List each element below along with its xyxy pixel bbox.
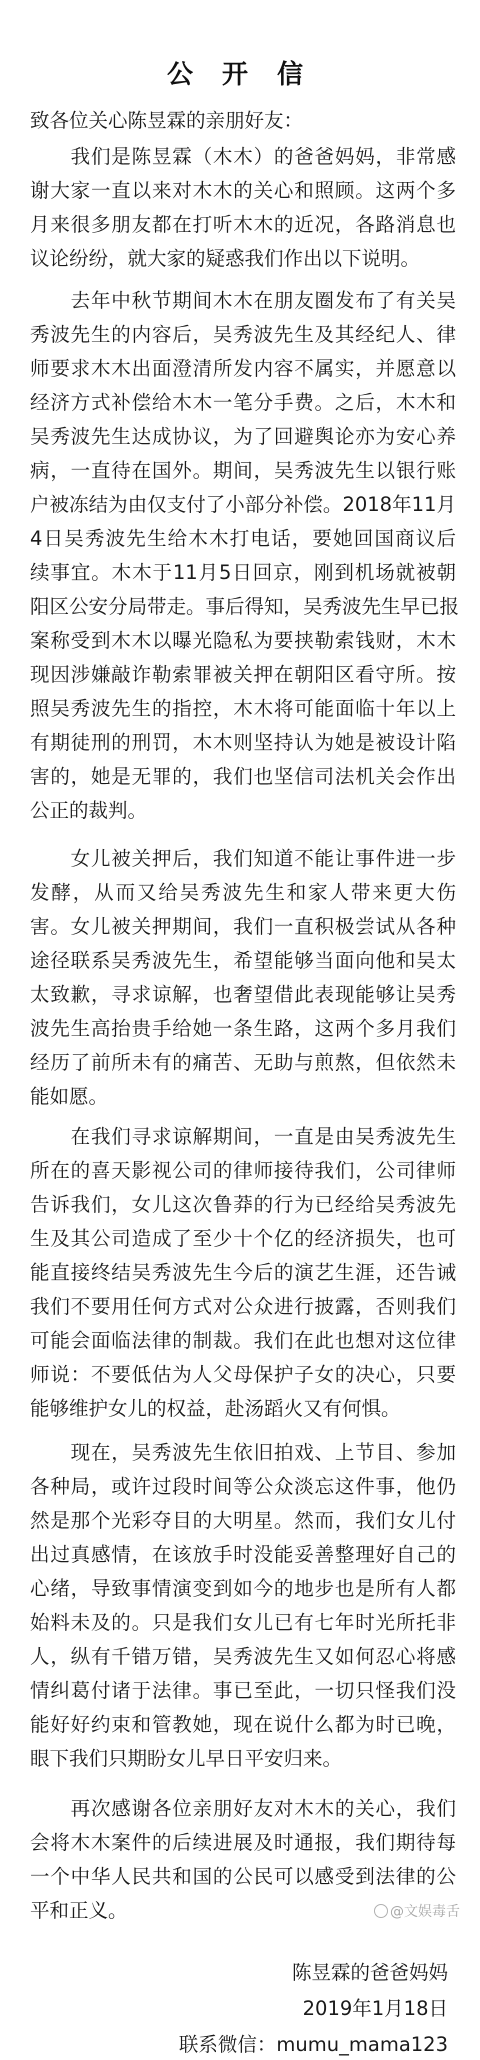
text-line: 会将木木案件的后续进展及时通报，我们期待每: [30, 1831, 456, 1854]
text-line: 经历了前所未有的痛苦、无助与煎熬，但依然未: [30, 1051, 456, 1074]
text-line: 生及其公司造成了至少十个亿的经济损失，也可: [30, 1227, 456, 1250]
text-line: 然是那个光彩夺目的大明星。然而，我们女儿付: [30, 1509, 456, 1532]
text-line: 我们不要用任何方式对公众进行披露，否则我们: [30, 1295, 456, 1318]
text-line: 女儿被关押后，我们知道不能让事件进一步: [30, 847, 456, 870]
text-line: 始料未及的。只是我们女儿已有七年时光所托非: [30, 1611, 456, 1634]
text-line: 案称受到木木以曝光隐私为要挟勒索钱财，木木: [30, 629, 456, 652]
text-line: 在我们寻求谅解期间，一直是由吴秀波先生: [30, 1125, 456, 1148]
paragraph-1: [30, 140, 456, 276]
text-line: 再次感谢各位亲朋好友对木木的关心，我们: [30, 1797, 456, 1820]
paragraph-3: [30, 842, 456, 1114]
text-line: 照吴秀波先生的指控，木木将可能面临十年以上: [30, 697, 456, 720]
text-line: 病，一直待在国外。期间，吴秀波先生以银行账: [30, 459, 456, 482]
text-line: 公正的裁判。: [30, 799, 148, 822]
signature-name: 陈昱霖的爸爸妈妈: [291, 1961, 448, 1984]
watermark: [374, 1901, 460, 1921]
page-title: 公 开 信: [166, 60, 314, 90]
text-line: 师要求木木出面澄清所发内容不属实，并愿意以: [30, 357, 456, 380]
text-line: 能直接终结吴秀波先生今后的演艺生涯，还告诫: [30, 1261, 456, 1284]
text-line: 能如愿。: [30, 1085, 109, 1108]
text-line: 经济方式补偿给木木一笔分手费。之后，木木和: [30, 391, 456, 414]
text-line: 我们是陈昱霖（木木）的爸爸妈妈，非常感: [30, 145, 456, 168]
text-line: 去年中秋节期间木木在朋友圈发布了有关吴: [30, 289, 456, 312]
text-line: 心绪，导致事情演变到如今的地步也是所有人都: [30, 1577, 456, 1600]
text-line: 情纠葛付诸于法律。事已至此，一切只怪我们没: [30, 1679, 456, 1702]
text-line: 议论纷纷，就大家的疑惑我们作出以下说明。: [30, 247, 421, 270]
signature-date: 2019年1月18日: [302, 1997, 448, 2020]
text-line: 平和正义。: [30, 1899, 128, 1922]
text-line: 师说：不要低估为人父母保护子女的决心，只要: [30, 1363, 456, 1386]
text-line: 现在，吴秀波先生依旧拍戏、上节目、参加: [30, 1441, 456, 1464]
paragraph-4: [30, 1120, 456, 1426]
text-line: 月来很多朋友都在打听木木的近况，各路消息也: [30, 213, 456, 236]
text-line: 现因涉嫌敲诈勒索罪被关押在朝阳区看守所。按: [30, 663, 456, 686]
text-line: 一个中华人民共和国的公民可以感受到法律的公: [30, 1865, 456, 1888]
text-line: 途径联系吴秀波先生，希望能够当面向他和吴太: [30, 949, 456, 972]
text-line: 4日吴秀波先生给木木打电话，要她回国商议后: [30, 527, 456, 550]
weibo-icon: [374, 1904, 388, 1918]
text-line: 谢大家一直以来对木木的关心和照顾。这两个多: [30, 179, 456, 202]
salutation: 致各位关心陈昱霖的亲朋好友：: [30, 109, 304, 132]
text-line: 秀波先生的内容后，吴秀波先生及其经纪人、律: [30, 323, 456, 346]
text-line: 太致歉，寻求谅解，也奢望借此表现能够让吴秀: [30, 983, 456, 1006]
text-line: 告诉我们，女儿这次鲁莽的行为已经给吴秀波先: [30, 1193, 456, 1216]
text-line: 出过真感情，在该放手时没能妥善整理好自己的: [30, 1543, 456, 1566]
paragraph-5: [30, 1436, 456, 1776]
text-line: 害。女儿被关押期间，我们一直积极尝试从各种: [30, 915, 456, 938]
text-line: 吴秀波先生达成协议，为了回避舆论亦为安心养: [30, 425, 456, 448]
text-line: 能够维护女儿的权益，赴汤蹈火又有何惧。: [30, 1397, 401, 1420]
text-line: 能好好约束和管教她，现在说什么都为时已晚，: [30, 1713, 456, 1736]
text-line: 户被冻结为由仅支付了小部分补偿。2018年11月: [30, 493, 456, 516]
text-line: 有期徒刑的刑罚，木木则坚持认为她是被设计陷: [30, 731, 456, 754]
text-line: 所在的喜天影视公司的律师接待我们，公司律师: [30, 1159, 456, 1182]
paragraph-2: [30, 284, 460, 828]
text-line: 人，纵有千错万错，吴秀波先生又如何忍心将感: [30, 1645, 456, 1668]
watermark-text: @文娱毒舌: [390, 1904, 460, 1920]
text-line: 害的，她是无罪的，我们也坚信司法机关会作出: [30, 765, 456, 788]
text-line: 发酵，从而又给吴秀波先生和家人带来更大伤: [30, 881, 456, 904]
signature-contact: 联系微信：mumu_mama123: [178, 2033, 448, 2056]
text-line: 各种局，或许过段时间等公众淡忘这件事，他仍: [30, 1475, 456, 1498]
text-line: 续事宜。木木于11月5日回京，刚到机场就被朝: [30, 561, 456, 584]
text-line: 阳区公安分局带走。事后得知，吴秀波先生早已报: [30, 595, 460, 618]
text-line: 波先生高抬贵手给她一条生路，这两个多月我们: [30, 1017, 456, 1040]
text-line: 可能会面临法律的制裁。我们在此也想对这位律: [30, 1329, 456, 1352]
text-line: 眼下我们只期盼女儿早日平安归来。: [30, 1747, 343, 1770]
